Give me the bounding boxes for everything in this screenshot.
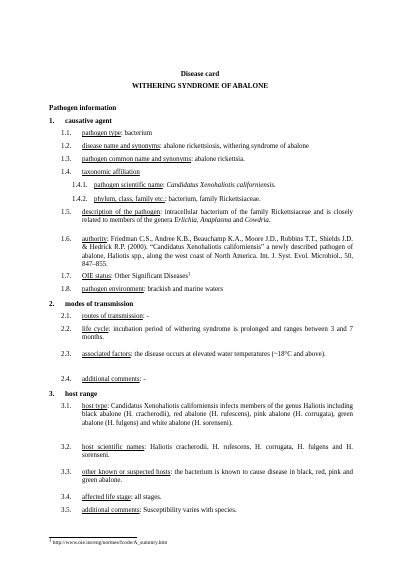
item-2-3: 2.3. associated factors: the disease occurs at elevated water temperatures (~18°C and above). [61,351,326,358]
item-2-1: 2.1. routes of transmission: - [61,313,149,320]
footnote-divider [49,537,137,538]
item-1-3: 1.3. pathogen common name and synonyms: abalone rickettsia. [61,156,245,163]
section-3-heading: 3. host range [49,390,98,398]
item-3-5: 3.5. additional comments: Susceptibility varies with species. [61,507,237,514]
item-1-4: 1.4. taxonomic affiliation [61,169,140,176]
footnote-link[interactable]: http://www.oie.int/eng/normes/fcode/A_summry.htm [51,540,168,546]
item-2-4: 2.4. additional comments: - [61,376,146,383]
section-2-heading: 2. modes of transmission [49,300,134,308]
item-1-7: 1.7. OIE status: Other Significant Diseases$^1$ [61,272,191,280]
item-1-1: 1.1. pathogen type: bacterium [61,130,153,137]
item-1-4-2: 1.4.2. phylum, class, family etc.: bacterium, family Rickettsiaceae. [72,196,261,203]
pathogen-information-heading: Pathogen information [49,104,117,112]
item-1-8: 1.8. pathogen environment: brackish and marine waters [61,286,224,293]
item-1-5: 1.5. description of the pathogen: intracellular bacterium of the family Rickettsiaceae and is closely related to members of the genera Erlichia, Anaplasma and Cowdria. [61,209,353,225]
item-3-3: 3.3. other known or suspected hosts: the bacterium is known to cause disease in black, red, pink and green abalone. [61,469,353,485]
item-1-6: 1.6. authority: Friedman C.S., Andree K.B., Beauchamp K.A., Moore J.D., Robbins T.T., Shields J.D. & Hedrick R.P. (2000). “Candidatus Xenohaliotis californiensis” a newly described pathogen of abalone, Haliotis spp., along the west coast of North America. Int. J. Syst. Evol. Microbiol., 50, 847–855. [61,236,353,269]
section-1-heading: 1. causative agent [49,117,112,125]
page-title: Disease card [180,70,220,78]
item-1-2: 1.2. disease name and synonyms: abalone rickettsiosis, withering syndrome of abalone [61,143,309,150]
item-2-2: 2.2. life cycle: incubation period of withering syndrome is prolonged and ranges between 3 and 7 months. [61,326,353,342]
disease-heading: WITHERING SYNDROME OF ABALONE [131,82,269,90]
item-3-4: 3.4. affected life stage: all stages. [61,494,162,501]
item-3-1: 3.1. host type: Candidatus Xenohaliotis californiensis infects members of the genus Haliotis including black abalone (H. cracherodii), red abalone (H. rufescens), pink abalone (H. corrugata), green abalone (H. fulgens) and white abalone (H. sorenseni). [61,403,353,427]
footnote: $^1$ http://www.oie.int/eng/normes/fcode/A_summry.htm [49,538,168,546]
item-3-2: 3.2. host scientific names: Haliotis cracherodii, H. rufescens, H. corrugata, H. fulgens and H. sorenseni. [61,444,353,460]
item-1-4-1: 1.4.1. pathogen scientific name: Candidatus Xenohaliotis californiensis. [72,182,276,189]
